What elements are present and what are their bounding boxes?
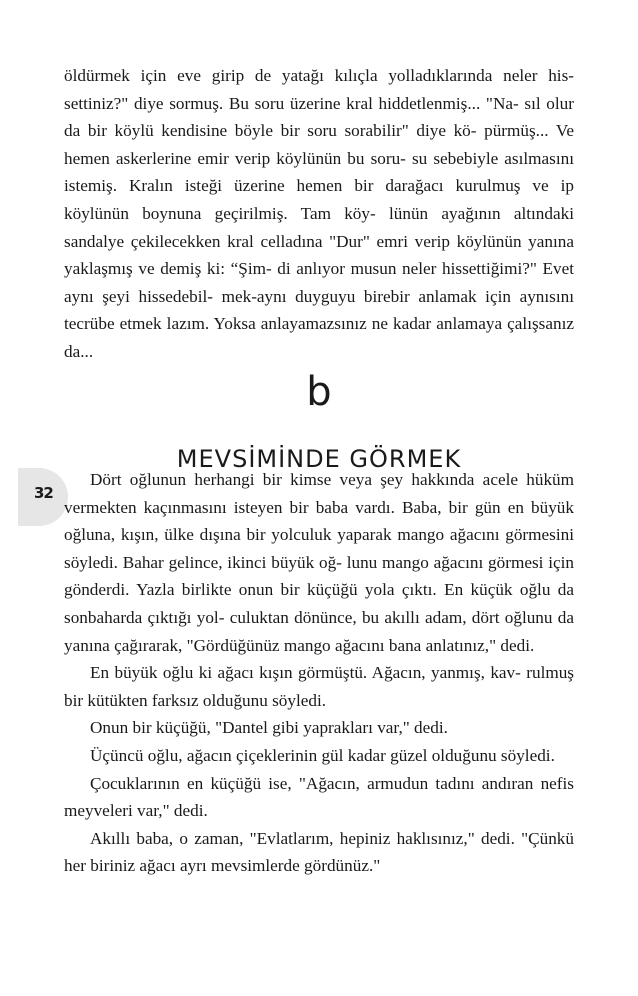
section-title: MEVSİMİNDE GÖRMEK <box>176 444 462 473</box>
section-letter: b <box>306 369 332 415</box>
body-paragraph: En büyük oğlu ki ağacı kışın görmüştü. Ağacın, yanmış, kav- rulmuş bir kütükten farksız olduğunu söyledi. <box>64 663 574 710</box>
body-paragraph: Çocuklarının en küçüğü ise, "Ağacın, armudun tadını andıran nefis meyveleri var," dedi. <box>64 773 574 821</box>
intro-text <box>64 62 574 366</box>
page-number: 32 <box>34 484 53 502</box>
body-paragraph: Onun bir küçüğü, "Dantel gibi yaprakları var," dedi. <box>90 718 448 738</box>
body-paragraph: Üçüncü oğlu, ağacın çiçeklerinin gül kadar güzel olduğunu söyledi. <box>90 745 555 765</box>
body-paragraph: Akıllı baba, o zaman, "Evlatlarım, hepiniz haklısınız," dedi. "Çünkü her biriniz ağacı ayrı mevsimlerde gördünüz." <box>64 828 574 876</box>
intro-paragraph: öldürmek için eve girip de yatağı kılıçla yolladıklarında neler his- settiniz?" diye sormuş. Bu soru üzerine kral hiddetlenmiş... "Na- sıl olur da bir köylü kendisine böyle bir soru sorabilir" diye kö- pürmüş... Ve hemen askerlerine emir verip köylünün bu soru- su sebebiyle asılmasını istemiş. Kralın isteği üzerine hemen bir darağacı kurulmuş ve ip köylünün boynuna geçirilmiş. Tam köy- lünün ayağının altındaki sandalye çekilecekken kral celladına "Dur" emri verip köylünün yanına yaklaşmış ve demiş ki: “Şim- di anlıyor musun neler hissettiğimi?" Evet aynı şeyi hissedebil- mek-aynı duyguyu birebir anlamak için aynısını tecrübe etmek lazım. Yoksa anlayamazsınız ne kadar anlamaya çalışsanız da... <box>64 66 574 361</box>
body-paragraph: Dört oğlunun herhangi bir kimse veya şey hakkında acele hüküm vermekten kaçınmasını isteyen bir baba vardı. Baba, bir gün en büyük oğluna, kışın, ülke dışına bir yolculuk yaparak mango ağacını görmesini söyledi. Bahar gelince, ikinci büyük oğ- lunu mango ağacını görmesi için gönderdi. Yazla birlikte onun bir küçüğü yola çıktı. En küçük oğlu da sonbaharda çıktığı yol- culuktan dönünce, bu akıllı adam, dört oğlunu da yanına çağırarak, "Gördüğünüz mango ağacını bana anlatınız," dedi. <box>64 470 574 655</box>
section-body <box>64 466 574 880</box>
